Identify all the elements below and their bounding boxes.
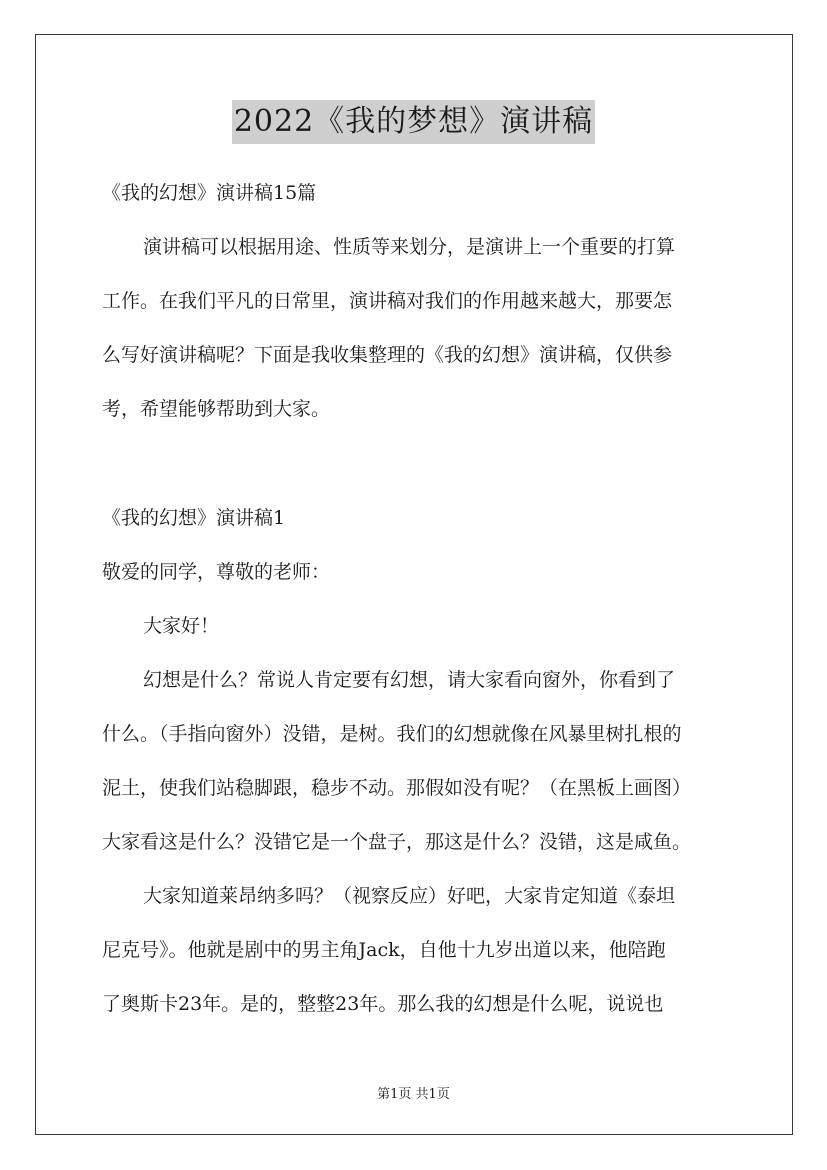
subtitle: 《我的幻想》演讲稿15篇 [102, 182, 317, 204]
paragraph-line: 了奥斯卡23年。是的，整整23年。那么我的幻想是什么呢，说说也 [102, 993, 664, 1015]
paragraph-line: 尼克号》。他就是剧中的男主角Jack，自他十九岁出道以来，他陪跑 [102, 939, 666, 961]
paragraph-line: 什么。（手指向窗外）没错，是树。我们的幻想就像在风暴里树扎根的 [102, 723, 682, 745]
page-footer: 第1页 共1页 [377, 1087, 450, 1102]
paragraph-line: 泥土，使我们站稳脚跟，稳步不动。那假如没有呢？（在黑板上画图） [102, 777, 692, 799]
paragraph-line: 大家看这是什么？没错它是一个盘子，那这是什么？没错，这是咸鱼。 [102, 831, 692, 853]
paragraph-line: 幻想是什么？常说人肯定要有幻想，请大家看向窗外，你看到了 [143, 669, 676, 691]
section-heading: 《我的幻想》演讲稿1 [102, 507, 286, 529]
intro-line: 演讲稿可以根据用途、性质等来划分，是演讲上一个重要的打算 [143, 236, 676, 258]
salutation: 敬爱的同学，尊敬的老师： [102, 561, 331, 583]
document-title: 2022《我的梦想》演讲稿 [232, 100, 595, 144]
intro-line: 考，希望能够帮助到大家。 [102, 398, 331, 420]
paragraph-line: 大家知道莱昂纳多吗？（视察反应）好吧，大家肯定知道《泰坦 [143, 885, 676, 907]
intro-line: 工作。在我们平凡的日常里，演讲稿对我们的作用越来越大，那要怎 [102, 290, 673, 312]
intro-line: 么写好演讲稿呢？下面是我收集整理的《我的幻想》演讲稿，仅供参 [102, 344, 673, 366]
title-container [0, 100, 827, 144]
greeting: 大家好！ [143, 615, 220, 637]
